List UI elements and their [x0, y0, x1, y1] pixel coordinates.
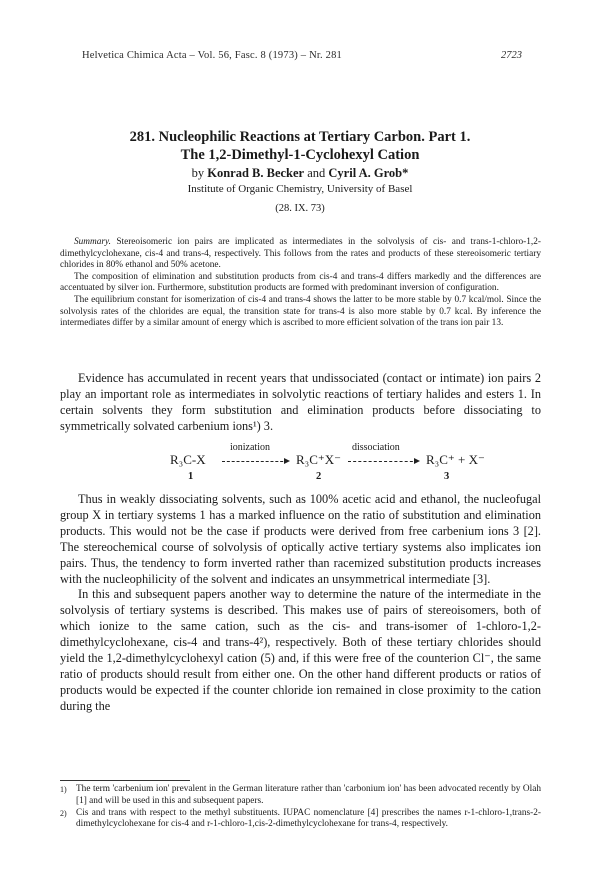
footnote-2 [60, 808, 541, 832]
and-word: and [307, 166, 326, 180]
footnote-1-text: The term 'carbenium ion' prevalent in the German literature rather than 'carbonium ion' has been advocated recently by Olah [1] and will be used in this and subsequent papers. [76, 784, 541, 806]
body-paragraph-1: Evidence has accumulated in recent years that undissociated (contact or intimate) ion pairs 2 play an important role as intermediates in solvolytic reactions of tertiary halides and esters 1. In certain solvents they form substitution and elimination products before dissociating to symmetrically solvated carbenium ions¹) 3. [60, 371, 541, 433]
author-1: Konrad B. Becker [207, 166, 305, 180]
summary-paragraph-1 [60, 237, 541, 272]
ionization-arrow [222, 461, 288, 462]
author-2: Cyril A. Grob* [328, 166, 409, 180]
compound-number-1: 1 [188, 471, 194, 482]
summary-paragraph-3: The equilibrium constant for isomerization of cis-4 and trans-4 shows the latter to be more stable by 0.7 kcal/mol. Since the solvolysis rates of the chlorides are equal, the transition state for trans-4 is also more stable by 0.7 kcal. By inference the intermediates differ by a similar amount of energy which is ascribed to more efficient solvation of the trans ion pair 13. [60, 294, 541, 329]
ionization-scheme [150, 440, 485, 486]
reactant-formula: R₃C-X [170, 452, 206, 467]
paper-title-line-2: The 1,2-Dimethyl-1-Cyclohexyl Cation [180, 147, 420, 163]
body-intro [60, 371, 541, 435]
summary-label: Summary. [74, 237, 111, 247]
body-paragraph-2: Thus in weakly dissociating solvents, such as 100% acetic acid and ethanol, the nucleofugal group X in tertiary systems 1 has a marked influence on the ratio of substitution and elimination products. This would not be the case if products were derived from free carbenium ions 3 [2]. The stereochemical course of solvolysis of optically active tertiary systems also implicates ion pairs. Thus, the tendency to form inverted rather than racemized substitution products increases with the nucleophilicity of the solvent and indicates an unsymmetrical intermediate [3]. [60, 492, 541, 586]
ionization-label: ionization [230, 442, 270, 453]
footnote-1 [60, 784, 541, 808]
page-number: 2723 [501, 50, 522, 61]
summary [60, 237, 541, 330]
body-main [60, 492, 541, 715]
footnotes [60, 784, 541, 831]
ion-pair-formula: R₃C⁺X⁻ [296, 452, 341, 467]
received-date: (28. IX. 73) [275, 203, 325, 214]
compound-number-3: 3 [444, 471, 450, 482]
dissociation-arrow [348, 461, 418, 462]
title-block [60, 128, 540, 216]
footnote-2-text: Cis and trans with respect to the methyl substituents. IUPAC nomenclature [4] prescribes the names r-1-chloro-1,trans-2-dimethylcyclohexane for cis-4 and r-1-chloro-1,cis-2-dimethylcyclohexane for trans-4, respectively. [76, 807, 541, 830]
summary-paragraph-2: The composition of elimination and substitution products from cis-4 and trans-4 differs markedly and the differences are accentuated by silver ion. Furthermore, substitution products are formed with predominant inversion of configuration. [60, 271, 541, 294]
paper-title-line-1: 281. Nucleophilic Reactions at Tertiary Carbon. Part 1. [129, 129, 471, 145]
footnote-divider [60, 780, 190, 781]
institute: Institute of Organic Chemistry, University of Basel [187, 183, 413, 195]
author-line [60, 165, 540, 182]
journal-header: Helvetica Chimica Acta – Vol. 56, Fasc. 8 (1973) – Nr. 281 [82, 50, 342, 61]
dissociation-label: dissociation [352, 442, 400, 453]
body-paragraph-3: In this and subsequent papers another way to determine the nature of the intermediate in the solvolysis of tertiary systems is described. This makes use of pairs of stereoisomers, both of which ionize to the same cation, such as the cis- and trans-isomer of 1-chloro-1,2-dimethylcyclohexane, cis-4 and trans-4²), respectively. Both of these tertiary chlorides should yield the 1,2-dimethylcyclohexyl cation (5) and, if this were free of the counterion Cl⁻, the same ratio of products should result from either one. On the other hand different products or ratios of products would be expected if the counter chloride ion remained in close proximity to the cation during the [60, 587, 541, 713]
summary-text-1: Stereoisomeric ion pairs are implicated as intermediates in the solvolysis of cis- and trans-1-chloro-1,2-dimethylcyclohexane, cis-4 and trans-4, respectively. This follows from the rates and products of these stereoisomeric tertiary chlorides in 80% ethanol and 50% acetone. [60, 237, 542, 271]
footnote-2-mark: 2) [60, 808, 67, 818]
running-header [82, 50, 522, 61]
footnote-1-mark: 1) [60, 785, 67, 794]
compound-number-2: 2 [316, 471, 322, 482]
products-formula: R₃C⁺ + X⁻ [426, 452, 485, 467]
by-word: by [191, 166, 205, 180]
